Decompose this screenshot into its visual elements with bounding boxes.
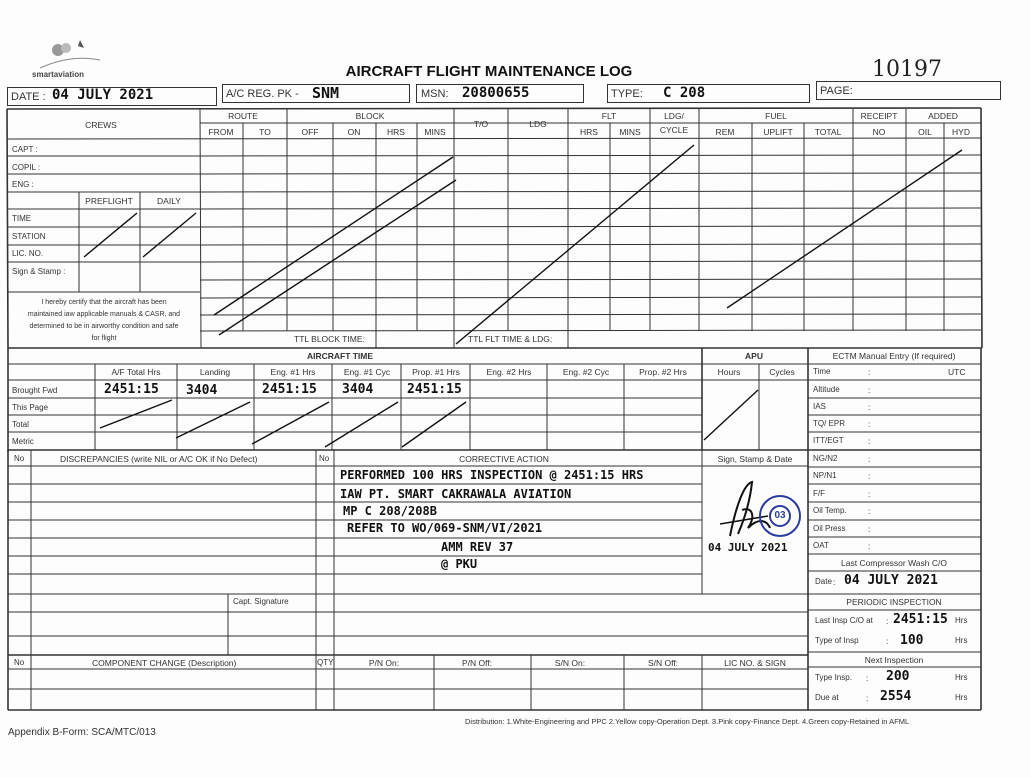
certify-line-3: determined to be in airworthy condition and safe <box>29 323 179 330</box>
brought-fwd-landing: 3404 <box>186 383 218 398</box>
added-header: ADDED <box>928 111 958 121</box>
oil-header: OIL <box>918 127 932 137</box>
lic-sign-header: LIC NO. & SIGN <box>724 658 786 668</box>
total-label: Total <box>12 420 29 429</box>
next-inspection-title: Next Inspection <box>864 655 924 665</box>
corrective-no-header: No <box>319 454 330 463</box>
ectm-np-colon: : <box>868 471 871 481</box>
aircraft-time-title: AIRCRAFT TIME <box>306 351 374 361</box>
due-at-hrs: Hrs <box>955 693 968 702</box>
comp-no-header: No <box>14 658 25 667</box>
corrective-line-1: PERFORMED 100 HRS INSPECTION @ 2451:15 HRS <box>340 468 644 482</box>
ectm-tq-colon: : <box>868 419 871 429</box>
ldg-header: LDG <box>529 119 547 129</box>
type-value: C 208 <box>663 85 706 101</box>
route-header: ROUTE <box>228 111 258 121</box>
sign-stamp-label: Sign & Stamp : <box>12 267 66 276</box>
due-at-label: Due at <box>815 693 839 702</box>
stamp-number: 03 <box>774 510 786 521</box>
corrective-line-6: @ PKU <box>441 557 478 571</box>
on-header: ON <box>347 127 361 137</box>
lic-no-label: LIC. NO. <box>12 249 44 258</box>
corrective-action-header: CORRECTIVE ACTION <box>459 454 549 464</box>
type-label: TYPE: <box>611 88 643 100</box>
fuel-header: FUEL <box>765 111 787 121</box>
ectm-altitude-colon: : <box>868 385 871 395</box>
total-header: TOTAL <box>814 127 842 137</box>
page-label: PAGE: <box>820 85 853 97</box>
compressor-wash-title: Last Compressor Wash C/O <box>841 558 947 568</box>
sn-on-header: S/N On: <box>554 658 586 668</box>
type-of-insp-colon: : <box>886 636 889 646</box>
eng-label: ENG : <box>12 180 34 189</box>
prop2-hrs-header: Prop. #2 Hrs <box>639 367 687 377</box>
block-hrs-header: HRS <box>387 127 405 137</box>
preflight-header: PREFLIGHT <box>85 196 133 206</box>
flt-hrs-header: HRS <box>580 127 598 137</box>
brought-fwd-prop1-hrs: 2451:15 <box>407 382 462 397</box>
ectm-time-label: Time <box>813 367 831 376</box>
apu-title: APU <box>745 351 763 361</box>
ldg-cycle-header-1: LDG/ <box>664 111 684 121</box>
receipt-header: RECEIPT <box>860 111 898 121</box>
ac-reg-label: A/C REG. PK - <box>226 88 299 100</box>
type-of-insp-label: Type of Insp <box>815 636 859 645</box>
off-header: OFF <box>301 127 319 137</box>
landing-header: Landing <box>199 367 231 377</box>
brought-fwd-label: Brought Fwd <box>12 386 58 395</box>
eng1-cyc-header: Eng. #1 Cyc <box>343 367 391 377</box>
ectm-oat-label: OAT <box>813 541 829 550</box>
ectm-time-colon: : <box>868 367 871 377</box>
pn-on-header: P/N On: <box>368 658 400 668</box>
block-header: BLOCK <box>355 111 385 121</box>
corrective-line-3: MP C 208/208B <box>343 504 437 518</box>
flt-mins-header: MINS <box>619 127 641 137</box>
due-at-value: 2554 <box>880 689 912 704</box>
ttl-flt-time-label: TTL FLT TIME & LDG: <box>468 334 553 344</box>
ectm-ff-colon: : <box>868 489 871 499</box>
compressor-wash-date-value: 04 JULY 2021 <box>844 573 938 588</box>
metric-label: Metric <box>12 437 34 446</box>
periodic-inspection-title: PERIODIC INSPECTION <box>846 597 942 607</box>
ectm-ias-label: IAS <box>813 402 826 411</box>
brought-fwd-af-hrs: 2451:15 <box>104 382 159 397</box>
form-title: AIRCRAFT FLIGHT MAINTENANCE LOG <box>345 63 633 80</box>
type-insp-label: Type Insp. <box>815 673 852 682</box>
ectm-itt-label: ITT/EGT <box>813 436 844 445</box>
ectm-tq-label: TQ/ EPR <box>813 419 846 428</box>
ectm-utc-label: UTC <box>948 367 966 377</box>
ectm-ff-label: F/F <box>813 489 825 498</box>
ectm-np-label: NP/N1 <box>813 471 837 480</box>
from-header: FROM <box>208 127 234 137</box>
last-insp-value: 2451:15 <box>893 612 948 627</box>
type-of-insp-hrs: Hrs <box>955 636 968 645</box>
certify-line-1: I hereby certify that the aircraft has been <box>41 299 167 306</box>
type-of-insp-value: 100 <box>900 633 924 648</box>
ectm-ng-colon: : <box>868 454 871 464</box>
eng2-cyc-header: Eng. #2 Cyc <box>562 367 610 377</box>
ac-reg-value: SNM <box>312 84 340 102</box>
daily-header: DAILY <box>157 196 181 206</box>
last-insp-colon: : <box>886 616 889 626</box>
sn-off-header: S/N Off: <box>647 658 679 668</box>
ectm-ng-label: NG/N2 <box>813 454 838 463</box>
date-label: DATE : <box>11 91 46 103</box>
ectm-ias-colon: : <box>868 402 871 412</box>
brought-fwd-eng1-hrs: 2451:15 <box>262 382 317 397</box>
ectm-oil-press-label: Oil Press <box>813 524 846 533</box>
sign-stamp-date-header: Sign, Stamp & Date <box>717 454 793 464</box>
rem-header: REM <box>715 127 735 137</box>
component-change-header: COMPONENT CHANGE (Description) <box>92 658 237 668</box>
block-mins-header: MINS <box>424 127 446 137</box>
msn-value: 20800655 <box>462 85 530 101</box>
date-value: 04 JULY 2021 <box>52 87 154 103</box>
time-label: TIME <box>12 214 32 223</box>
logo-text: smartaviation <box>32 70 85 79</box>
crews-header: CREWS <box>85 120 117 130</box>
to-header: TO <box>259 127 271 137</box>
signed-date: 04 JULY 2021 <box>708 541 788 554</box>
ectm-oat-colon: : <box>868 541 871 551</box>
af-total-hrs-header: A/F Total Hrs <box>111 367 161 377</box>
type-insp-hrs: Hrs <box>955 673 968 682</box>
flt-header: FLT <box>601 111 617 121</box>
ectm-oil-temp-label: Oil Temp. <box>813 506 847 515</box>
eng2-hrs-header: Eng. #2 Hrs <box>486 367 532 377</box>
corrective-line-5: AMM REV 37 <box>441 540 514 554</box>
ttl-block-time-label: TTL BLOCK TIME: <box>294 334 365 344</box>
last-insp-hrs: Hrs <box>955 616 968 625</box>
certify-line-4: for flight <box>91 335 117 342</box>
compressor-wash-date-colon: : <box>833 577 836 587</box>
appendix-label: Appendix B-Form: SCA/MTC/013 <box>8 727 156 738</box>
ldg-cycle-header-2: CYCLE <box>659 125 689 135</box>
corrective-line-2: IAW PT. SMART CAKRAWALA AVIATION <box>340 487 572 501</box>
type-insp-colon: : <box>866 673 869 683</box>
uplift-header: UPLIFT <box>763 127 793 137</box>
distribution-text: Distribution: 1.White-Engineering and PPC 2.Yellow copy-Operation Dept. 3.Pink copy-Finance Dept. 4.Green copy-Retained in AFML <box>465 717 910 726</box>
ectm-altitude-label: Altitude <box>813 385 840 394</box>
type-insp-value: 200 <box>886 669 910 684</box>
prop1-hrs-header: Prop. #1 Hrs <box>412 367 460 377</box>
apu-hours-header: Hours <box>717 367 741 377</box>
discrepancies-header: DISCREPANCIES (write NIL or A/C OK if No Defect) <box>60 454 258 464</box>
ectm-oil-temp-colon: : <box>868 506 871 516</box>
corrective-line-4: REFER TO WO/069-SNM/VI/2021 <box>347 521 543 535</box>
this-page-label: This Page <box>12 403 49 412</box>
ectm-oil-press-colon: : <box>868 524 871 534</box>
serial-number: 10197 <box>872 57 942 82</box>
capt-label: CAPT : <box>12 145 38 154</box>
compressor-wash-date-label: Date <box>815 577 832 586</box>
takeoff-header: T/O <box>473 119 489 129</box>
qty-header: QTY <box>317 658 334 667</box>
capt-signature-label: Capt. Signature <box>233 597 289 606</box>
pn-off-header: P/N Off: <box>461 658 493 668</box>
disc-no-header: No <box>14 454 25 463</box>
ectm-title: ECTM Manual Entry (If required) <box>832 351 956 361</box>
msn-label: MSN: <box>421 88 449 100</box>
copil-label: COPIL : <box>12 163 41 172</box>
brought-fwd-eng1-cyc: 3404 <box>342 382 374 397</box>
hyd-header: HYD <box>952 127 970 137</box>
apu-cycles-header: Cycles <box>769 367 795 377</box>
receipt-no-header: NO <box>872 127 886 137</box>
due-at-colon: : <box>866 693 869 703</box>
last-insp-label: Last Insp C/O at <box>815 616 873 625</box>
station-label: STATION <box>12 232 46 241</box>
eng1-hrs-header: Eng. #1 Hrs <box>270 367 316 377</box>
ectm-itt-colon: : <box>868 436 871 446</box>
certify-line-2: maintained iaw applicable manuals & CASR, and <box>27 311 181 318</box>
